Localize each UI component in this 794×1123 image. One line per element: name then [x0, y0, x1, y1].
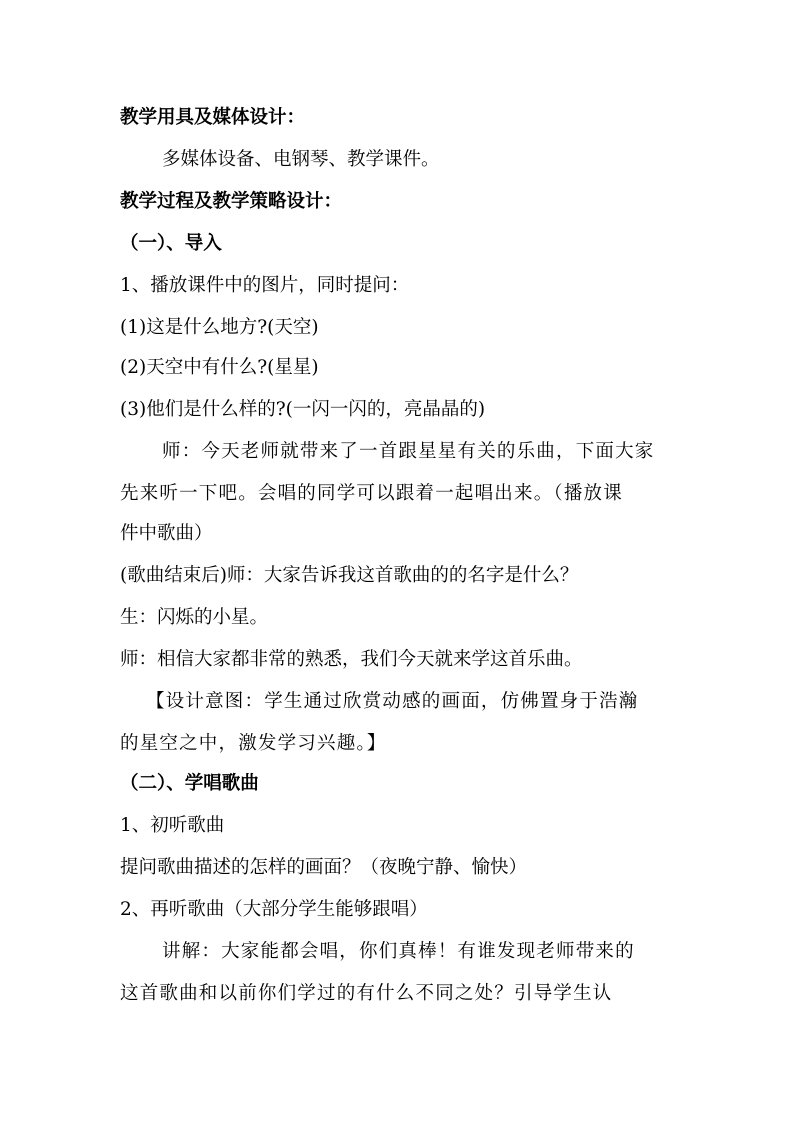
question-3: (3)他们是什么样的?(一闪一闪的，亮晶晶的) [120, 399, 486, 420]
step-listen-first: 1、初听歌曲 [120, 815, 225, 836]
teacher-intro-line-3: 件中歌曲） [120, 523, 213, 544]
question-1: (1)这是什么地方?(天空) [120, 317, 319, 338]
teacher-intro-line-1: 师：今天老师就带来了一首跟星星有关的乐曲，下面大家 [162, 441, 655, 462]
after-song-question: (歌曲结束后)师：大家告诉我这首歌曲的的名字是什么？ [120, 565, 579, 586]
section-two-title: （二）、学唱歌曲 [120, 773, 259, 794]
step-one: 1、播放课件中的图片，同时提问： [120, 275, 410, 296]
explain-line-1: 讲解：大家能都会唱，你们真棒！有谁发现老师带来的 [162, 941, 635, 962]
design-intent-line-2: 的星空之中，激发学习兴趣。】 [120, 733, 387, 754]
student-answer: 生：闪烁的小星。 [120, 607, 269, 628]
design-intent-line-1: 【设计意图：学生通过欣赏动感的画面，仿佛置身于浩瀚 [146, 691, 639, 712]
heading-teaching-process: 教学过程及教学策略设计： [120, 191, 343, 212]
question-song-picture: 提问歌曲描述的怎样的画面？（夜晚宁静、愉快） [120, 857, 528, 878]
question-2: (2)天空中有什么?(星星) [120, 357, 319, 378]
explain-line-2: 这首歌曲和以前你们学过的有什么不同之处？引导学生认 [120, 983, 613, 1004]
section-one-title: （一）、导入 [120, 233, 222, 254]
heading-teaching-tools: 教学用具及媒体设计： [120, 107, 306, 128]
teaching-tools-content: 多媒体设备、电钢琴、教学课件。 [162, 149, 440, 170]
teacher-response: 师：相信大家都非常的熟悉，我们今天就来学这首乐曲。 [120, 649, 583, 670]
step-listen-again: 2、再听歌曲（大部分学生能够跟唱） [120, 899, 428, 920]
teacher-intro-line-2: 先来听一下吧。会唱的同学可以跟着一起唱出来。（播放课 [120, 483, 623, 504]
